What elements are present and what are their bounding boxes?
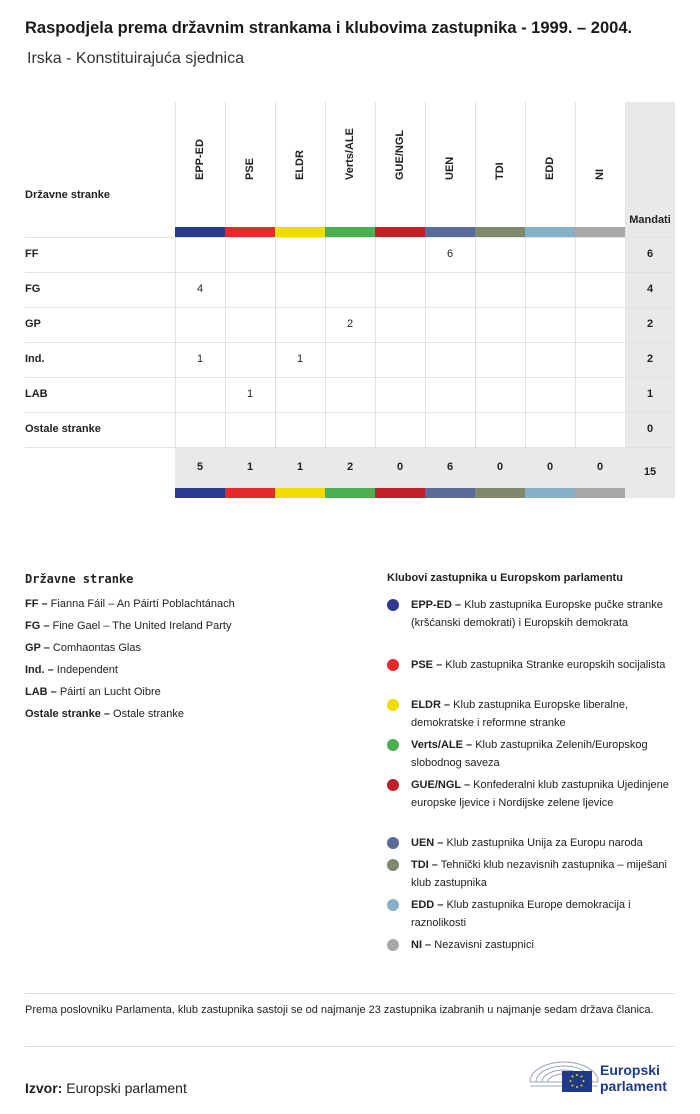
row-divider: [25, 412, 675, 413]
column-header: [275, 110, 325, 220]
group-color-dot-icon: [387, 659, 399, 671]
column-total: 0: [396, 461, 404, 473]
party-abbr: Ostale stranke –: [25, 708, 110, 720]
column-header: [225, 110, 275, 220]
party-legend-item: [25, 642, 141, 654]
party-legend-item: [25, 664, 118, 676]
column-total: 1: [246, 461, 254, 473]
party-legend-item: [25, 708, 184, 720]
group-color-dot-icon: [387, 859, 399, 871]
group-abbr: UEN –: [411, 837, 444, 849]
row-total: 2: [646, 353, 654, 365]
row-header-title: Državne stranke: [25, 189, 110, 201]
group-color-bar: [525, 488, 575, 498]
source-value: Europski parlament: [62, 1080, 187, 1096]
group-legend-text: [411, 896, 679, 932]
column-header: [175, 110, 225, 220]
party-name: Páirtí an Lucht Oibre: [56, 686, 161, 698]
group-color-bar: [375, 488, 425, 498]
column-header: [575, 110, 625, 220]
page-title: Raspodjela prema državnim strankama i klubovima zastupnika - 1999. – 2004.: [25, 19, 633, 37]
group-legend-text: [411, 776, 679, 812]
group-color-bar: [425, 227, 475, 237]
party-abbr: GP –: [25, 642, 50, 654]
group-abbr: EPP-ED –: [411, 599, 462, 611]
row-divider: [25, 377, 675, 378]
group-abbr: Verts/ALE –: [411, 739, 473, 751]
group-name: Konfederalni klub zastupnika Ujedinjene europske ljevice i Nordijske zelene ljevice: [411, 779, 669, 809]
group-color-bar: [275, 488, 325, 498]
logo-line1: Europski: [600, 1062, 660, 1078]
distribution-table: [0, 0, 700, 520]
row-total: 6: [646, 248, 654, 260]
column-total: 1: [296, 461, 304, 473]
column-header: [425, 110, 475, 220]
source: [25, 1080, 187, 1096]
group-abbr: TDI –: [411, 859, 438, 871]
column-total: 0: [546, 461, 554, 473]
column-total: 0: [596, 461, 604, 473]
row-label: FG: [25, 283, 41, 295]
logo-text: [600, 1062, 667, 1094]
group-legend-text: [411, 834, 679, 852]
group-color-bar: [475, 227, 525, 237]
column-total: 0: [496, 461, 504, 473]
group-color-bar: [525, 227, 575, 237]
party-name: Ostale stranke: [110, 708, 184, 720]
column-header-label: TDI: [494, 162, 506, 180]
group-color-bar: [325, 227, 375, 237]
group-color-bar: [225, 227, 275, 237]
row-divider: [25, 342, 675, 343]
group-color-bar: [275, 227, 325, 237]
divider: [25, 1046, 675, 1047]
footnote: Prema poslovniku Parlamenta, klub zastupnika sastoji se od najmanje 23 zastupnika izabranih u najmanje sedam država članica.: [25, 1004, 654, 1016]
column-header: [525, 110, 575, 220]
column-header-label: GUE/NGL: [394, 129, 406, 180]
row-label: FF: [25, 248, 39, 260]
mandati-column-background: [625, 102, 675, 498]
group-abbr: EDD –: [411, 899, 444, 911]
party-legend-title: Državne stranke: [25, 572, 134, 586]
table-cell: 6: [446, 248, 454, 260]
party-legend-item: [25, 686, 161, 698]
group-color-dot-icon: [387, 837, 399, 849]
group-color-bar: [325, 488, 375, 498]
row-divider: [25, 237, 675, 238]
table-cell: 1: [246, 388, 254, 400]
column-header-label: ELDR: [294, 150, 306, 180]
mandati-header: Mandati: [629, 214, 671, 226]
party-name: Fine Gael – The United Ireland Party: [49, 620, 232, 632]
table-cell: 4: [196, 283, 204, 295]
column-header-label: Verts/ALE: [344, 128, 356, 180]
group-name: Klub zastupnika Europe demokracija i raznolikosti: [411, 899, 631, 929]
group-legend-text: [411, 856, 679, 892]
group-color-dot-icon: [387, 699, 399, 711]
group-legend-text: [411, 936, 679, 954]
row-total: 1: [646, 388, 654, 400]
party-name: Fianna Fáil – An Páirtí Poblachtánach: [47, 598, 235, 610]
group-color-bar: [375, 227, 425, 237]
group-color-dot-icon: [387, 899, 399, 911]
party-legend-item: [25, 598, 235, 610]
column-header-label: EDD: [544, 156, 556, 180]
party-name: Comhaontas Glas: [49, 642, 141, 654]
page-subtitle: Irska - Konstituirajuća sjednica: [27, 50, 244, 67]
group-name: Klub zastupnika Europske pučke stranke (kršćanski demokrati) i Europskih demokrata: [411, 599, 663, 629]
group-name: Klub zastupnika Europske liberalne, demokratske i reformne stranke: [411, 699, 629, 729]
group-color-bar: [425, 488, 475, 498]
table-cell: 2: [346, 318, 354, 330]
group-legend-title: Klubovi zastupnika u Europskom parlamentu: [387, 572, 623, 584]
party-abbr: FG –: [25, 620, 50, 632]
group-legend-text: [411, 736, 679, 772]
group-name: Klub zastupnika Zelenih/Europskog slobodnog saveza: [411, 739, 648, 769]
row-total: 2: [646, 318, 654, 330]
column-header: [325, 110, 375, 220]
group-color-dot-icon: [387, 599, 399, 611]
group-color-bar: [175, 227, 225, 237]
group-color-bar: [225, 488, 275, 498]
row-label: Ostale stranke: [25, 423, 101, 435]
party-abbr: Ind. –: [25, 664, 54, 676]
party-abbr: LAB –: [25, 686, 57, 698]
group-color-bar: [175, 488, 225, 498]
column-total: 5: [196, 461, 204, 473]
logo-line2: parlament: [600, 1078, 667, 1094]
group-color-bar: [575, 227, 625, 237]
group-color-bar: [475, 488, 525, 498]
column-total: 6: [446, 461, 454, 473]
table-cell: 1: [196, 353, 204, 365]
row-label: Ind.: [25, 353, 45, 365]
group-abbr: NI –: [411, 939, 432, 951]
group-name: Tehnički klub nezavisnih zastupnika – miješani klub zastupnika: [411, 859, 667, 889]
group-color-bar: [575, 488, 625, 498]
table-cell: 1: [296, 353, 304, 365]
column-header-label: EPP-ED: [194, 139, 206, 180]
party-abbr: FF –: [25, 598, 48, 610]
group-abbr: GUE/NGL –: [411, 779, 471, 791]
divider: [25, 993, 675, 994]
row-total: 0: [646, 423, 654, 435]
row-divider: [25, 272, 675, 273]
group-legend-text: [411, 656, 679, 674]
group-color-dot-icon: [387, 779, 399, 791]
row-label: LAB: [25, 388, 48, 400]
grand-total: 15: [643, 466, 657, 478]
column-header: [475, 110, 525, 220]
group-color-dot-icon: [387, 939, 399, 951]
source-label: Izvor:: [25, 1080, 63, 1096]
group-name: Klub zastupnika Stranke europskih socijalista: [442, 659, 666, 671]
party-name: Independent: [53, 664, 118, 676]
column-header: [375, 110, 425, 220]
group-legend-text: [411, 596, 679, 632]
group-name: Nezavisni zastupnici: [431, 939, 534, 951]
party-legend-item: [25, 620, 231, 632]
group-abbr: PSE –: [411, 659, 443, 671]
column-header-label: UEN: [444, 156, 456, 180]
group-legend-text: [411, 696, 679, 732]
group-color-dot-icon: [387, 739, 399, 751]
row-divider: [25, 447, 675, 448]
row-total: 4: [646, 283, 654, 295]
group-abbr: ELDR –: [411, 699, 451, 711]
row-divider: [25, 307, 675, 308]
column-header-label: NI: [594, 169, 606, 180]
group-name: Klub zastupnika Unija za Europu naroda: [443, 837, 643, 849]
column-header-label: PSE: [244, 157, 256, 180]
column-total: 2: [346, 461, 354, 473]
row-label: GP: [25, 318, 41, 330]
